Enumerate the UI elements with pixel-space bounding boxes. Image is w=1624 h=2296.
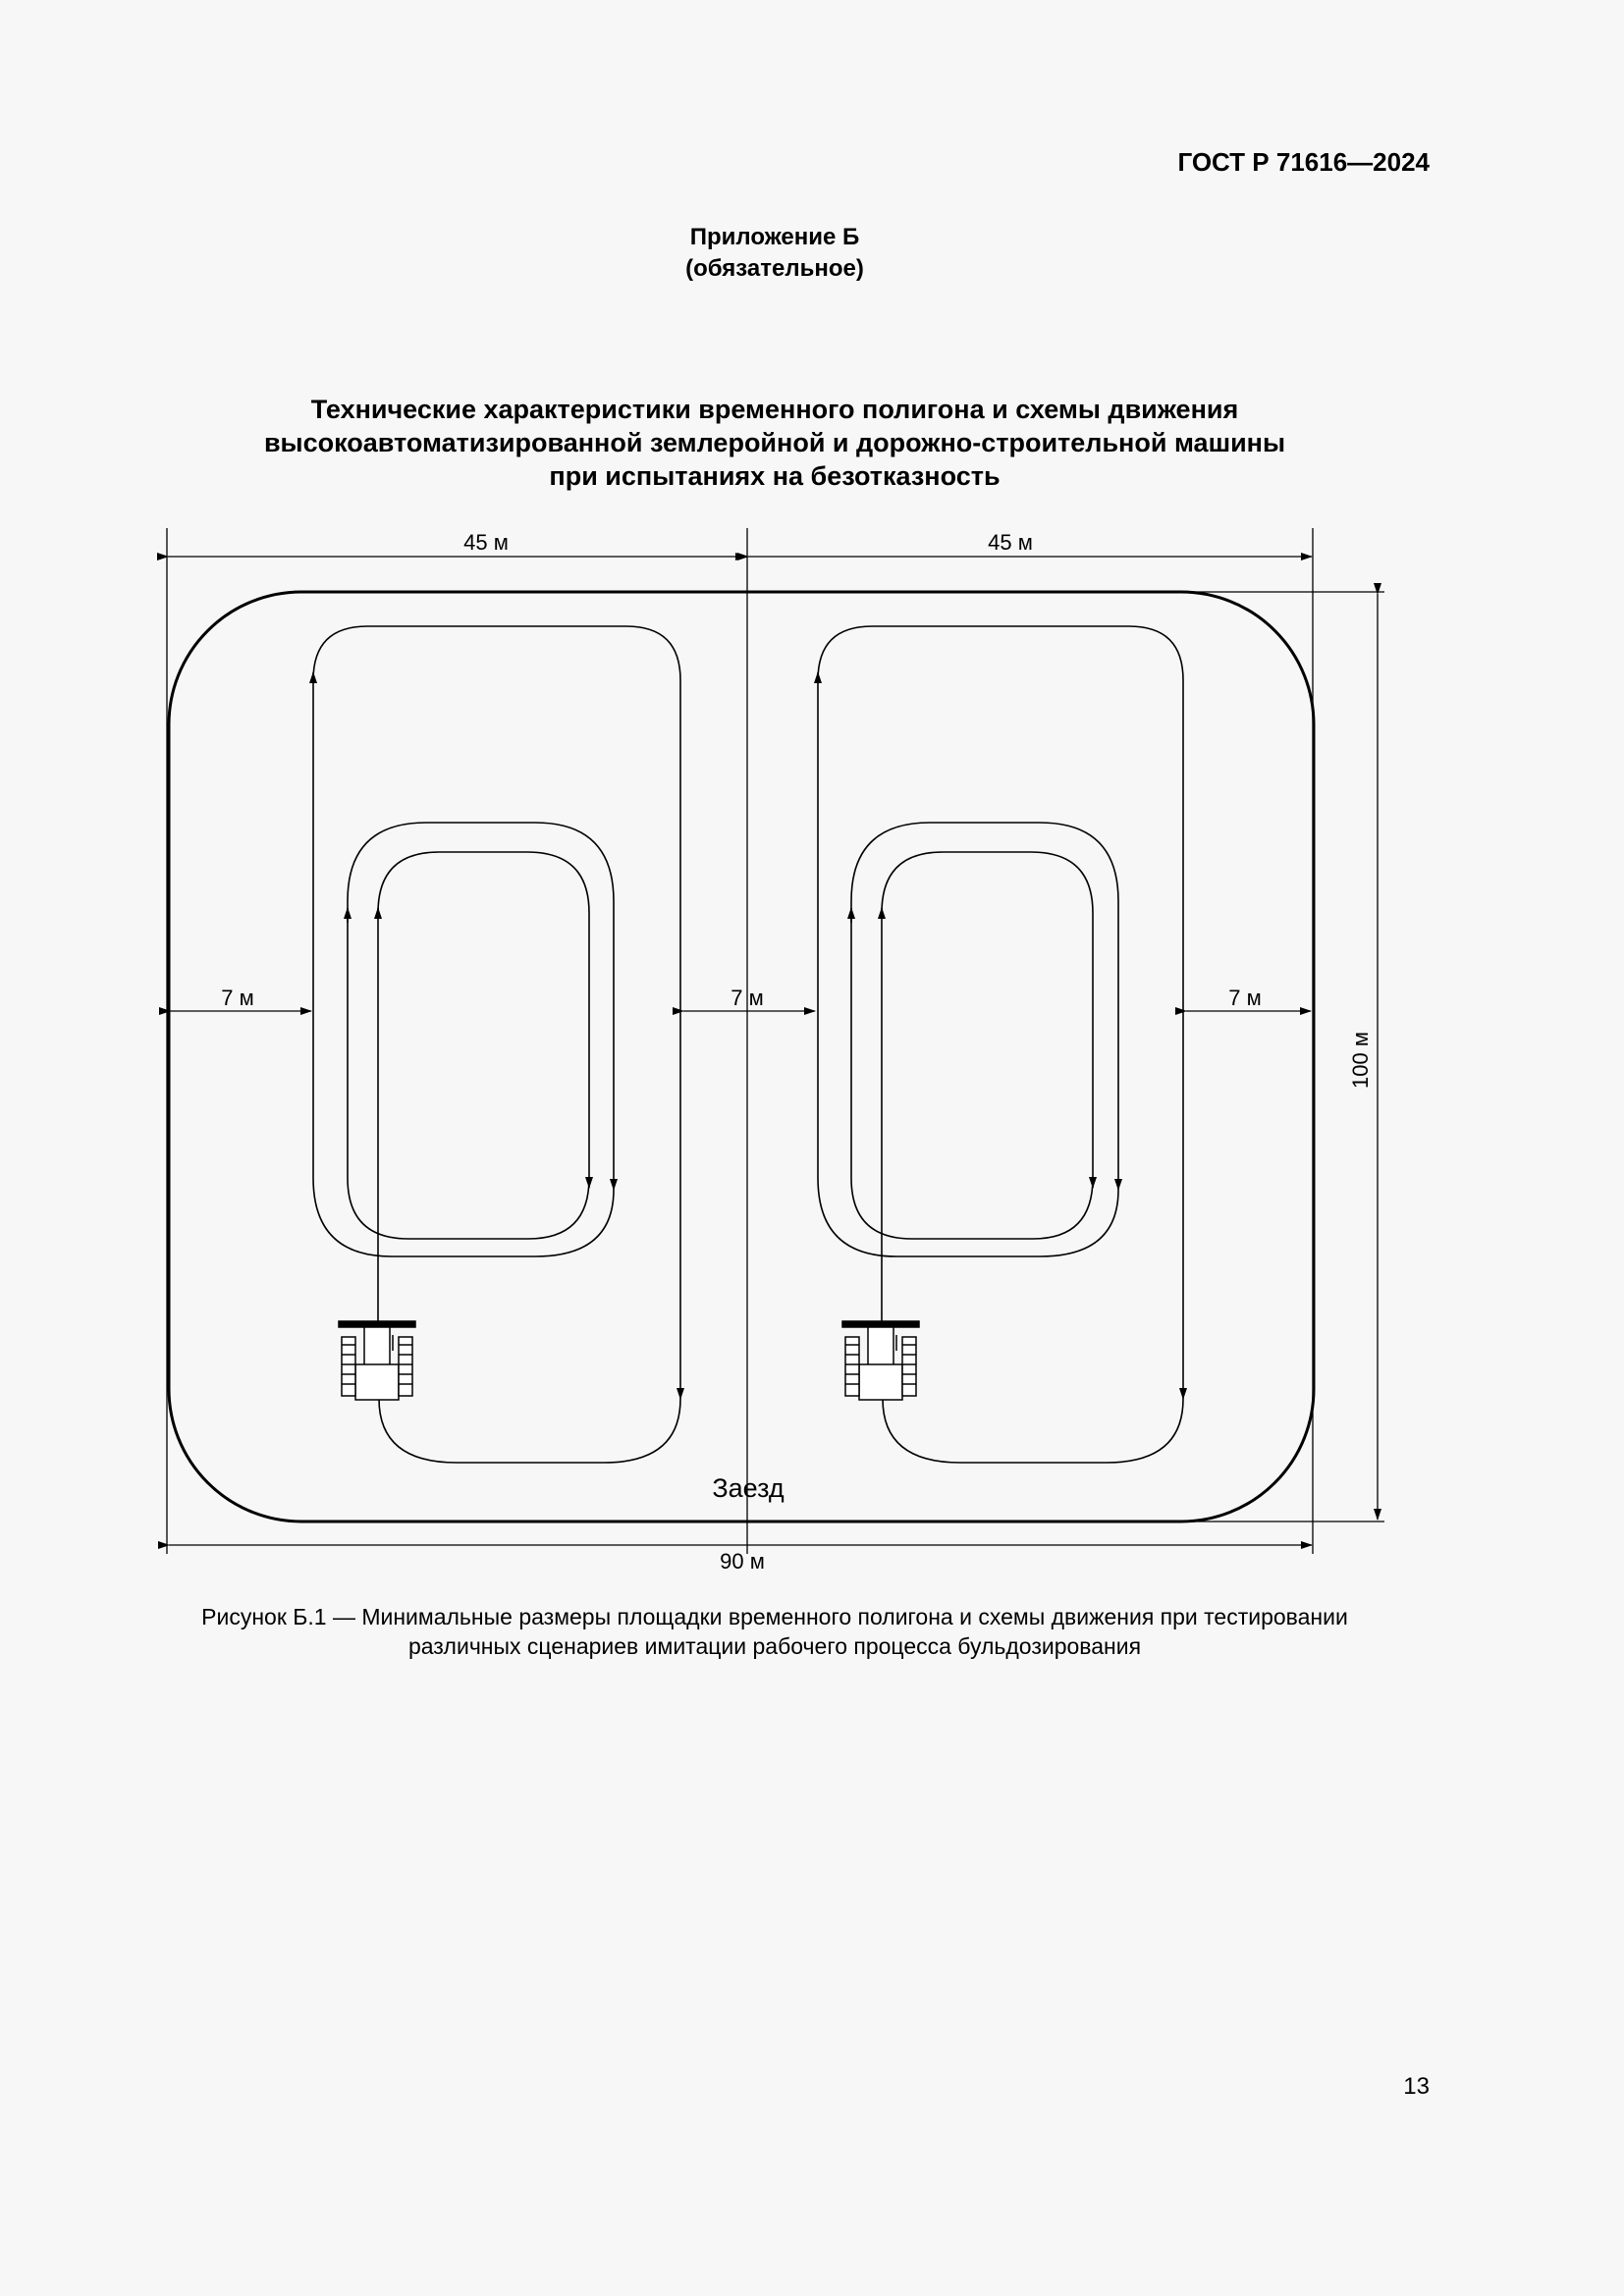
dim-gap-left: 7 м <box>221 986 254 1010</box>
extension-lines <box>167 528 1384 1554</box>
page-number: 13 <box>1403 2073 1430 2100</box>
heading-line-1: Технические характеристики временного полигона и схемы движения <box>310 395 1239 424</box>
dim-right-width: 45 м <box>988 530 1033 555</box>
appendix-title: Приложение Б <box>689 224 860 250</box>
caption-line-1: Рисунок Б.1 — Минимальные размеры площадки временного полигона и схемы движения при тестировании <box>201 1604 1348 1629</box>
document-code: ГОСТ Р 71616—2024 <box>1177 147 1430 177</box>
left-inner-loop <box>348 852 589 1325</box>
dim-gap-middle: 7 м <box>731 986 764 1010</box>
bulldozer-icon-right <box>842 1321 919 1400</box>
bulldozer-icon-left <box>339 1321 415 1400</box>
entry-label: Заезд <box>712 1473 785 1503</box>
heading-line-3: при испытаниях на безотказность <box>549 461 1001 491</box>
caption-line-2: различных сценариев имитации рабочего процесса бульдозирования <box>407 1633 1142 1659</box>
heading-line-2: высокоавтоматизированной землеройной и дорожно-строительной машины <box>263 428 1286 457</box>
polygon-boundary <box>169 592 1314 1522</box>
appendix-status: (обязательное) <box>685 255 864 282</box>
right-middle-loop <box>818 823 1118 1256</box>
dim-gap-right: 7 м <box>1228 986 1262 1010</box>
dim-height: 100 м <box>1348 1032 1373 1089</box>
dim-total-width: 90 м <box>720 1549 765 1574</box>
dim-left-width: 45 м <box>463 530 509 555</box>
left-middle-loop <box>313 823 614 1256</box>
right-inner-loop <box>851 852 1093 1325</box>
figure-caption <box>98 1602 1451 1661</box>
